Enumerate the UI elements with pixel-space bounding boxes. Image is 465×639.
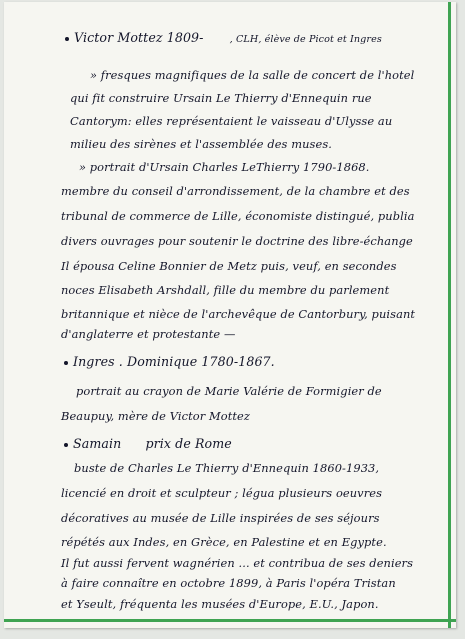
text-line: Il fut aussi fervent wagnérien ... et contribua de ses deniers bbox=[61, 556, 414, 570]
text-line: répétés aux Indes, en Grèce, en Palestine et en Egypte. bbox=[61, 535, 387, 549]
green-margin-line-bottom bbox=[4, 619, 456, 622]
text-line: tribunal de commerce de Lille, économiste distingué, publia bbox=[61, 209, 415, 223]
text-line: » portrait d'Ursain Charles LeThierry 1790-1868. bbox=[79, 160, 370, 174]
entry-dates: . Dominique 1780-1867. bbox=[118, 354, 275, 369]
entry-dates: prix de Rome bbox=[145, 436, 232, 451]
bullet-mark bbox=[64, 443, 68, 447]
text-line: d'anglaterre et protestante — bbox=[61, 327, 236, 341]
text-line: et Yseult, fréquenta les musées d'Europe, E.U., Japon. bbox=[61, 597, 379, 611]
text-line: milieu des sirènes et l'assemblée des muses. bbox=[70, 137, 333, 151]
text-line: Il épousa Celine Bonnier de Metz puis, veuf, en secondes bbox=[61, 259, 397, 273]
text-line: Cantorym: elles représentaient le vaisseau d'Ulysse au bbox=[70, 114, 393, 128]
entry-name: Samain bbox=[73, 436, 122, 451]
text-line: qui fit construire Ursain Le Thierry d'Ennequin rue bbox=[70, 91, 372, 105]
entry-name: Victor Mottez bbox=[74, 30, 163, 45]
text-line: à faire connaître en octobre 1899, à Paris l'opéra Tristan bbox=[61, 576, 396, 590]
notebook-page bbox=[4, 2, 456, 628]
text-line: noces Elisabeth Arshdall, fille du membre du parlement bbox=[61, 283, 390, 297]
text-line: membre du conseil d'arrondissement, de la chambre et des bbox=[61, 184, 410, 198]
entry-note: , CLH, élève de Picot et Ingres bbox=[229, 34, 382, 45]
entry-name: Ingres bbox=[73, 354, 115, 369]
entry-dates: 1809- bbox=[166, 30, 204, 45]
text-line: divers ouvrages pour soutenir le doctrine des libre-échange bbox=[61, 234, 413, 248]
text-line: » fresques magnifiques de la salle de concert de l'hotel bbox=[90, 68, 415, 82]
entry-heading-samain bbox=[64, 438, 232, 451]
text-line: décoratives au musée de Lille inspirées de ses séjours bbox=[61, 511, 380, 525]
text-line: buste de Charles Le Thierry d'Ennequin 1860-1933, bbox=[74, 461, 380, 475]
entry-heading-mottez bbox=[65, 32, 382, 45]
text-line: britannique et nièce de l'archevêque de Cantorbury, puisant bbox=[61, 307, 416, 321]
bullet-mark bbox=[65, 37, 69, 41]
green-margin-line-right bbox=[448, 2, 451, 628]
text-line: licencié en droit et sculpteur ; légua plusieurs oeuvres bbox=[61, 486, 383, 500]
entry-heading-ingres bbox=[64, 356, 275, 369]
text-line: Beaupuy, mère de Victor Mottez bbox=[61, 409, 250, 423]
bullet-mark bbox=[64, 361, 68, 365]
text-line: portrait au crayon de Marie Valérie de Formigier de bbox=[76, 384, 382, 398]
